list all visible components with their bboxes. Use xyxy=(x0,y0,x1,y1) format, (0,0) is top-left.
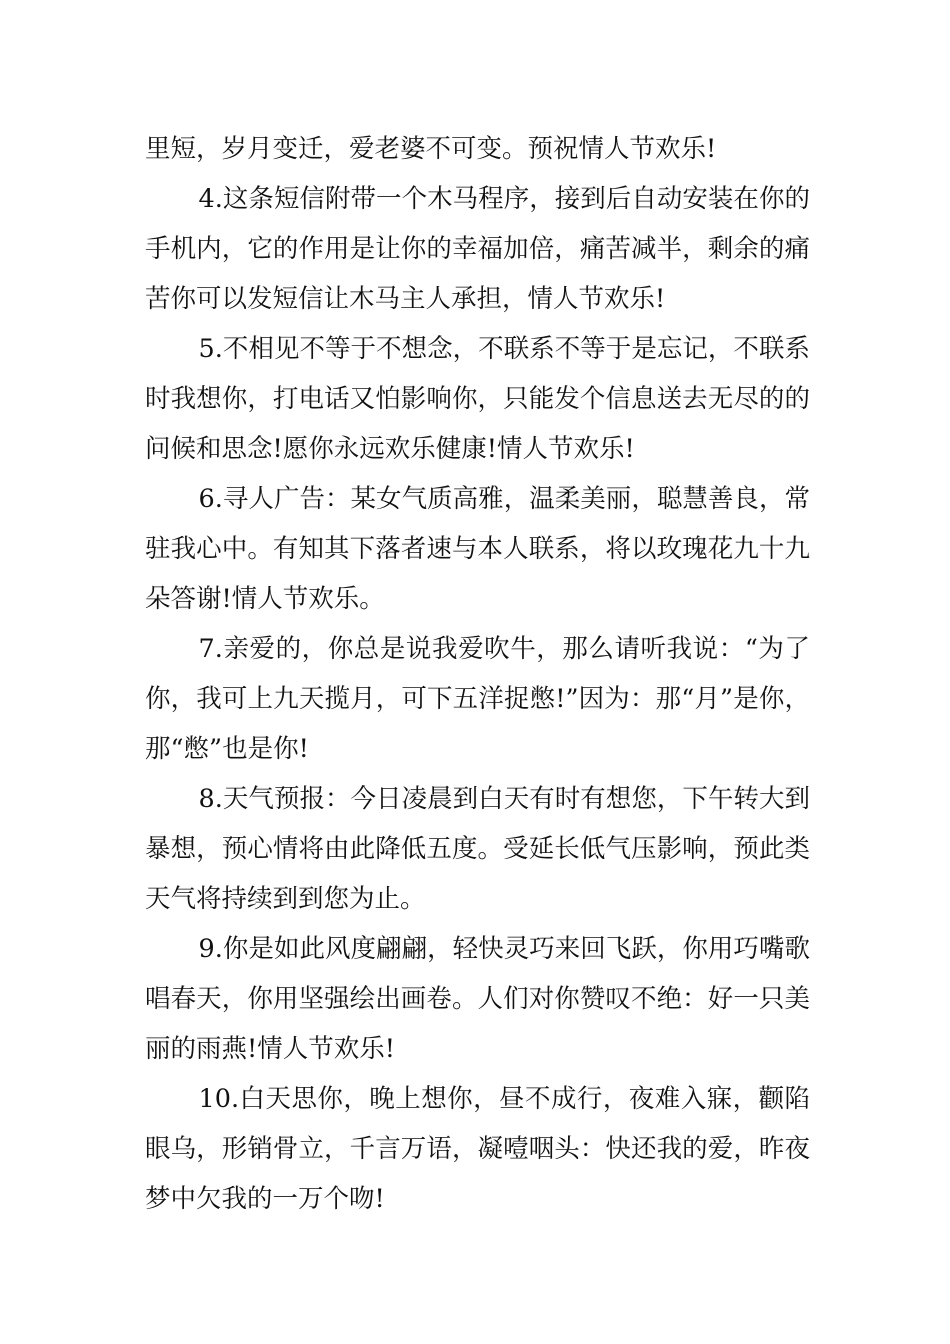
document-body xyxy=(145,124,810,1224)
paragraph-item-4: 4.这条短信附带一个木马程序，接到后自动安装在你的手机内，它的作用是让你的幸福加倍，痛苦减半，剩余的痛苦你可以发短信让木马主人承担，情人节欢乐! xyxy=(145,184,810,314)
paragraph-item-7: 7.亲爱的，你总是说我爱吹牛，那么请听我说：“为了你，我可上九天揽月，可下五洋捉憋!”因为：那“月”是你，那“憋”也是你! xyxy=(145,634,810,764)
paragraph-item-6: 6.寻人广告：某女气质高雅，温柔美丽，聪慧善良，常驻我心中。有知其下落者速与本人联系，将以玫瑰花九十九朵答谢!情人节欢乐。 xyxy=(145,484,810,614)
paragraph-item-9: 9.你是如此风度翩翩，轻快灵巧来回飞跃，你用巧嘴歌唱春天，你用坚强绘出画卷。人们对你赞叹不绝：好一只美丽的雨燕!情人节欢乐! xyxy=(145,934,810,1064)
paragraph-item-10: 10.白天思你，晚上想你，昼不成行，夜难入寐，颧陷眼乌，形销骨立，千言万语，凝噎咽头：快还我的爱，昨夜梦中欠我的一万个吻! xyxy=(145,1084,810,1214)
paragraph-item-5: 5.不相见不等于不想念，不联系不等于是忘记，不联系时我想你，打电话又怕影响你，只能发个信息送去无尽的的问候和思念!愿你永远欢乐健康!情人节欢乐! xyxy=(145,334,810,464)
paragraph-item-8: 8.天气预报：今日凌晨到白天有时有想您，下午转大到暴想，预心情将由此降低五度。受延长低气压影响，预此类天气将持续到到您为止。 xyxy=(145,784,810,914)
paragraph-continuation: 里短，岁月变迁，爱老婆不可变。预祝情人节欢乐! xyxy=(145,134,717,164)
